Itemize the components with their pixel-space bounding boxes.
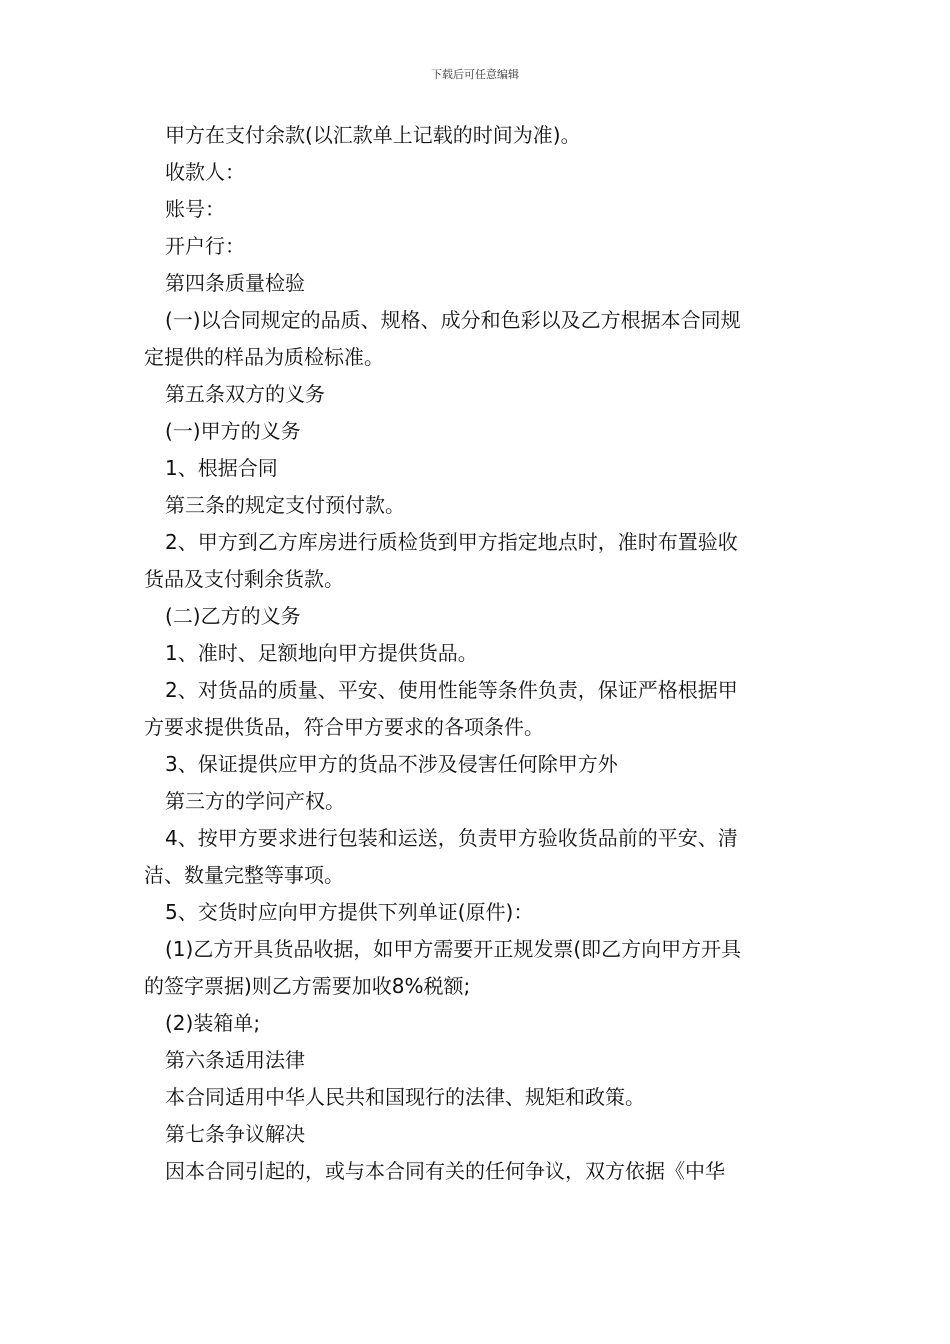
paragraph-line: (二)乙方的义务 — [165, 604, 301, 628]
page-header: 下载后可任意编辑 — [431, 68, 519, 81]
paragraph-line: 4、按甲方要求进行包装和运送，负责甲方验收货品前的平安、清 — [165, 826, 738, 850]
section-heading: 第七条争议解决 — [165, 1122, 305, 1146]
paragraph-line: (1)乙方开具货品收据，如甲方需要开正规发票(即乙方向甲方开具 — [165, 937, 742, 961]
paragraph-line: 2、对货品的质量、平安、使用性能等条件负责，保证严格根据甲 — [165, 678, 738, 702]
section-heading: 第五条双方的义务 — [165, 382, 325, 406]
paragraph-line: 1、准时、足额地向甲方提供货品。 — [165, 641, 478, 665]
section-heading: 第四条质量检验 — [165, 271, 305, 295]
paragraph-line: 因本合同引起的，或与本合同有关的任何争议，双方依据《中华 — [165, 1159, 725, 1183]
section-heading: 第六条适用法律 — [165, 1048, 305, 1072]
paragraph-line: 定提供的样品为质检标准。 — [144, 345, 384, 369]
paragraph-line: 甲方在支付余款(以汇款单上记载的时间为准)。 — [165, 123, 581, 147]
paragraph-line: 开户行： — [165, 234, 245, 258]
paragraph-line: 货品及支付剩余货款。 — [144, 567, 344, 591]
paragraph-line: 3、保证提供应甲方的货品不涉及侵害任何除甲方外 — [165, 752, 618, 776]
paragraph-line: 账号： — [165, 197, 225, 221]
paragraph-line: (2)装箱单; — [165, 1011, 261, 1035]
paragraph-line: 第三条的规定支付预付款。 — [165, 493, 405, 517]
paragraph-line: 的签字票据)则乙方需要加收8%税额; — [144, 974, 471, 998]
paragraph-line: 第三方的学问产权。 — [165, 789, 345, 813]
paragraph-line: 方要求提供货品，符合甲方要求的各项条件。 — [144, 715, 544, 739]
paragraph-line: 收款人： — [165, 160, 245, 184]
document-body — [144, 117, 809, 1190]
paragraph-line: 1、根据合同 — [165, 456, 278, 480]
paragraph-line: (一)甲方的义务 — [165, 419, 301, 443]
paragraph-line: 本合同适用中华人民共和国现行的法律、规矩和政策。 — [165, 1085, 645, 1109]
paragraph-line: 5、交货时应向甲方提供下列单证(原件)： — [165, 900, 534, 924]
paragraph-line: (一)以合同规定的品质、规格、成分和色彩以及乙方根据本合同规 — [165, 308, 741, 332]
paragraph-line: 2、甲方到乙方库房进行质检货到甲方指定地点时，准时布置验收 — [165, 530, 738, 554]
paragraph-line: 洁、数量完整等事项。 — [144, 863, 344, 887]
